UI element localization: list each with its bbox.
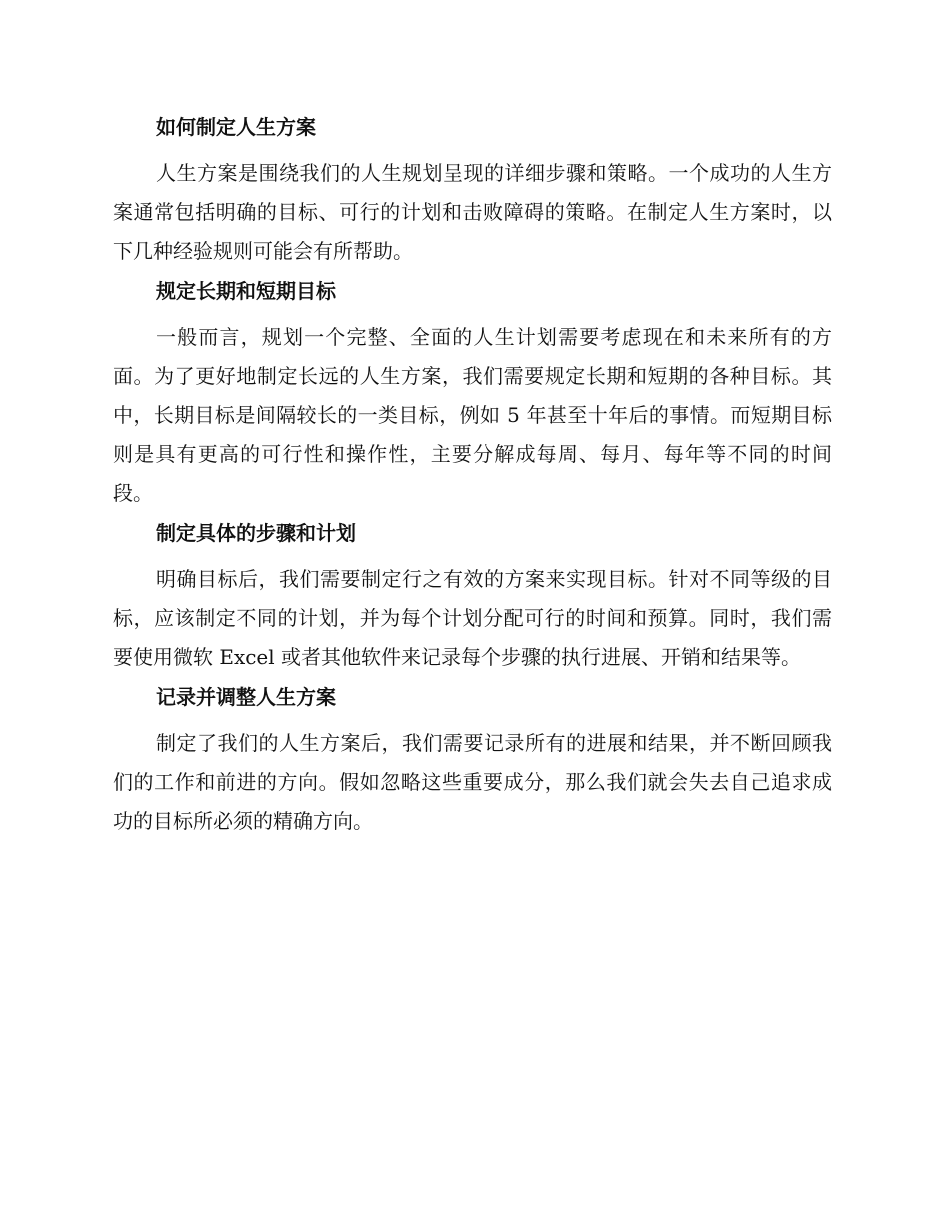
section-record-adjust-plan <box>113 682 832 846</box>
section-long-short-term-goals <box>113 276 832 518</box>
section-heading: 记录并调整人生方案 <box>156 685 336 709</box>
section-heading: 规定长期和短期目标 <box>156 279 336 303</box>
section-specific-steps-plans <box>113 518 832 682</box>
section-heading: 如何制定人生方案 <box>156 115 316 139</box>
section-paragraph: 人生方案是围绕我们的人生规划呈现的详细步骤和策略。一个成功的人生方案通常包括明确的目标、可行的计划和击败障碍的策略。在制定人生方案时，以下几种经验规则可能会有所帮助。 <box>113 161 832 263</box>
section-paragraph: 一般而言，规划一个完整、全面的人生计划需要考虑现在和未来所有的方面。为了更好地制定长远的人生方案，我们需要规定长期和短期的各种目标。其中，长期目标是间隔较长的一类目标，例如 5 年甚至十年后的事情。而短期目标则是具有更高的可行性和操作性，主要分解成每周、每月、每年等不同的时间段。 <box>113 325 832 505</box>
section-paragraph: 制定了我们的人生方案后，我们需要记录所有的进展和结果，并不断回顾我们的工作和前进的方向。假如忽略这些重要成分，那么我们就会失去自己追求成功的目标所必须的精确方向。 <box>113 731 832 833</box>
section-how-to-make-life-plan <box>113 112 832 276</box>
section-paragraph: 明确目标后，我们需要制定行之有效的方案来实现目标。针对不同等级的目标，应该制定不同的计划，并为每个计划分配可行的时间和预算。同时，我们需要使用微软 Excel 或者其他软件来记录每个步骤的执行进展、开销和结果等。 <box>113 567 832 669</box>
section-heading: 制定具体的步骤和计划 <box>156 521 356 545</box>
